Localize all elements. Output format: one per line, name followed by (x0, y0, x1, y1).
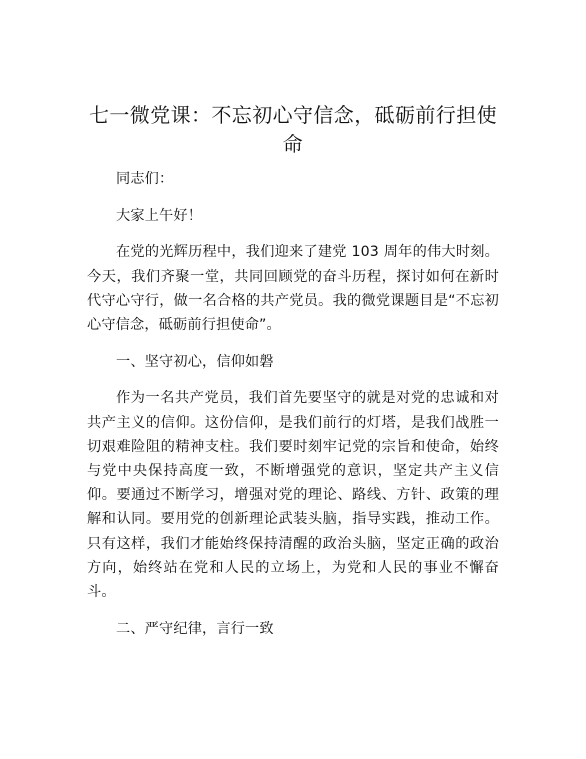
section-1-paragraph: 作为一名共产党员，我们首先要坚守的就是对党的忠诚和对共产主义的信仰。这份信仰，是我们前行的灯塔，是我们战胜一切艰难险阻的精神支柱。我们要时刻牢记党的宗旨和使命，始终与党中央保持高度一致，不断增强党的意识，坚定共产主义信仰。要通过不断学习，增强对党的理论、路线、方针、政策的理解和认同。要用党的创新理论武装头脑，指导实践，推动工作。只有这样，我们才能始终保持清醒的政治头脑，坚定正确的政治方向，始终站在党和人民的立场上，为党和人民的事业不懈奋斗。 (87, 390, 499, 601)
greeting-paragraph: 同志们： (116, 171, 174, 187)
intro-paragraph: 在党的光辉历程中，我们迎来了建党 103 周年的伟大时刻。今天，我们齐聚一堂，共同回顾党的奋斗历程，探讨如何在新时代守心守行，做一名合格的共产党员。我的微党课题目是“不忘初心守信念，砥砺前行担使命”。 (87, 244, 499, 334)
salutation-paragraph: 大家上午好！ (116, 207, 203, 224)
document-body (87, 167, 499, 653)
section-1-heading: 一、坚守初心，信仰如磐 (116, 353, 274, 370)
document-title: 七一微党课：不忘初心守信念，砥砺前行担使命 (89, 103, 497, 156)
section-2-heading: 二、严守纪律，言行一致 (116, 620, 274, 637)
